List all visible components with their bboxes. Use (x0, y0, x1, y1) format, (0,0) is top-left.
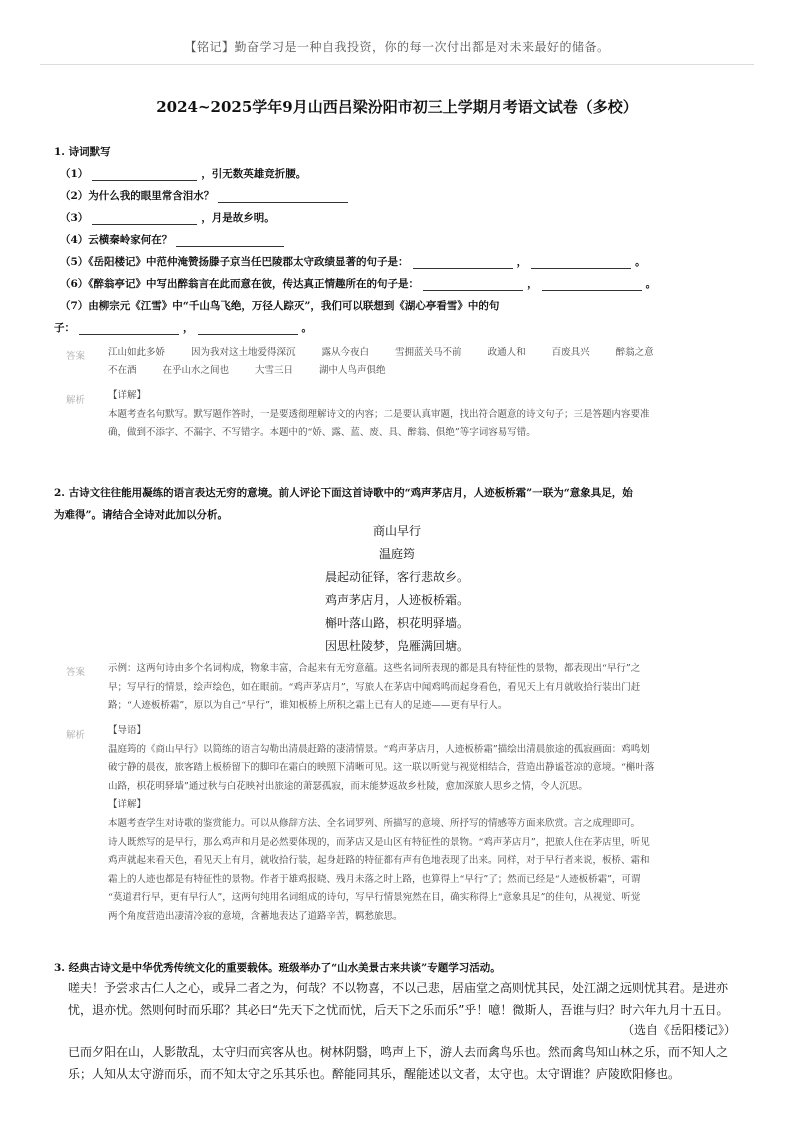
explain-line: 破宁静的晨夜，旅客踏上板桥留下的脚印在霜白的映照下清晰可见。这一联以听觉与视觉相结合，营造出静谧苍凉的意境。“槲叶落 (108, 762, 655, 774)
q1-item-3: （3） ，月是故乡明。 (60, 212, 275, 224)
answer-item: 湖中人鸟声俱绝 (319, 365, 386, 376)
explain-line: 鸡声就起来看天色，看见天上有月，就收拾行装，起身赶路的特征都有声有色地表现了出来。同样，对于早行者来说，板桥、霜和 (108, 855, 650, 867)
q3-passage-2 (54, 1041, 744, 1085)
answer-item: 不在酒 (108, 365, 137, 376)
q1-item-5: （5）《岳阳楼记》中范仲淹赞扬滕子京当任巴陵郡太守政绩显著的句子是： ， 。 (60, 256, 646, 268)
answer-item: 醉翁之意 (615, 347, 654, 358)
explain-line: 诗人既然写的是早行，那么鸡声和月是必然要体现的，而茅店又是山区有特征性的景物。“鸡声茅店月”，把旅人住在茅店里，听见 (108, 836, 650, 848)
fill-blank (423, 278, 523, 291)
q1-item-1: （1） ，引无数英雄竞折腰。 (60, 168, 307, 180)
q2-answer (108, 660, 742, 716)
q1-item-7-cont: 子： ， 。 (54, 322, 312, 334)
fill-blank (176, 234, 284, 247)
q1-item-6: （6）《醉翁亭记》中写出醉翁言在此而意在彼，传达真正情趣所在的句子是： ， 。 (60, 278, 657, 290)
passage-line: 乐；人知从太守游而乐，而不知太守之乐其乐也。醉能同其乐，醒能述以文者，太守也。太守谓谁？庐陵欧阳修也。 (68, 1067, 681, 1081)
poem-line: 鸡声茅店月，人迹板桥霜。 (324, 593, 469, 607)
explain-line: 本题考查名句默写。默写题作答时，一是要透彻理解诗文的内容；二是要认真审题，找出符合题意的诗文句子；三是答题内容要准 (108, 408, 650, 420)
poem-line: 因思杜陵梦，凫雁满回塘。 (324, 639, 469, 653)
answer-item: 百废具兴 (551, 347, 590, 358)
answer-line: 示例：这两句诗由多个名词构成，物象丰富，合起来有无穷意蕴。这些名词所表现的都是具有特征性的景物，都表现出“早行”之 (108, 663, 641, 674)
q1-answers (108, 344, 738, 380)
answer-line: 早；写早行的情景，绘声绘色，如在眼前。“鸡声茅店月”，写旅人在茅店中闻鸡鸣而起身看色，看见天上有月就收拾行装出门赶 (108, 681, 641, 693)
fill-blank (542, 278, 642, 291)
answer-item: 江山如此多娇 (108, 347, 166, 358)
explain-line: 两个角度营造出凄清冷寂的意境，含蓄地表达了道路辛苦，羁愁旅思。 (108, 910, 403, 922)
answer-item: 因为我对这土地爱得深沉 (191, 347, 296, 358)
poem-line: 温庭筠 (378, 547, 415, 561)
answer-item: 雪拥蓝关马不前 (395, 347, 462, 358)
poem-line: 槲叶落山路，枳花明驿墙。 (324, 616, 469, 630)
explain-line: 【详解】 (108, 390, 147, 401)
poem-line: 商山早行 (372, 524, 421, 538)
explain-line: 山路，枳花明驿墙”通过秋与白花映衬出旅途的萧瑟孤寂，而末能梦返故乡杜陵，愈加深旅人思乡之情，令人沉思。 (108, 780, 588, 792)
passage-line: 嗟夫！予尝求古仁人之心，或异二者之为，何哉？不以物喜，不以己悲，居庙堂之高则忧其民，处江湖之远则忧其君。是进亦 (68, 981, 729, 995)
fill-blank (413, 256, 513, 269)
q1-explanation (108, 387, 742, 443)
passage-line: 忧，退亦忧。然则何时而乐耶？其必曰“先天下之忧而忧，后天下之乐而乐”乎！噫！微斯人，吾谁与归？时六年九月十五日。 (68, 1003, 729, 1017)
explain-label: 解析 (66, 730, 86, 741)
explain-line: 【导语】 (108, 725, 147, 736)
q1-heading: 1. 诗词默写 (54, 146, 111, 158)
explain-line: 温庭筠的《商山早行》以简练的语言勾勒出清晨赶路的凄清情景。“鸡声茅店月，人迹板桥霜”描绘出清晨旅途的孤寂画面：鸡鸣划 (108, 743, 650, 755)
q1-item-2: （2）为什么我的眼里常含泪水？ (60, 188, 750, 203)
q1-item-7: （7）由柳宗元《江雪》中“千山鸟飞绝，万径人踪灭”，我们可以联想到《湖心亭看雪》中的句 (60, 300, 500, 312)
page-title: 2024~2025学年9月山西吕梁汾阳市初三上学期月考语文试卷（多校） (156, 98, 638, 116)
fill-blank (218, 190, 348, 203)
answers-row (108, 362, 738, 380)
explain-line: 确，做到不添字、不漏字、不写错字。本题中的“娇、露、蓝、废、具、醉翁、俱绝”等字词容易写错。 (108, 427, 536, 439)
fill-blank (92, 168, 197, 181)
fill-blank (531, 256, 631, 269)
q3-passage-1 (54, 977, 744, 1021)
passage-line: 已而夕阳在山，人影散乱，太守归而宾客从也。树林阴翳，鸣声上下，游人去而禽鸟乐也。然而禽鸟知山林之乐，而不知人之 (68, 1045, 729, 1059)
answer-item: 大雪三日 (255, 365, 294, 376)
motto-banner: 【铭记】勤奋学习是一种自我投资，你的每一次付出都是对未来最好的储备。 (184, 40, 610, 54)
fill-blank (92, 212, 197, 225)
answer-item: 在乎山水之间也 (162, 365, 230, 376)
q2-poem (0, 520, 794, 658)
answer-line: 路；“人迹板桥霜”，原以为自己“早行”，谁知板桥上所积之霜上已有人的足迹——更有早行人。 (108, 700, 508, 712)
q3-source: （选自《岳阳楼记》） (621, 1023, 736, 1037)
fill-blank (79, 322, 179, 335)
poem-line: 晨起动征铎，客行悲故乡。 (324, 570, 469, 584)
explain-label: 解析 (66, 395, 86, 406)
answer-label: 答案 (66, 667, 86, 678)
explain-line: “莫道君行早，更有早行人”，这两句纯用名词组成的诗句，写早行情景宛然在目，确实称得上“意象具足”的佳句，从视觉、听觉 (108, 892, 641, 904)
q2-explanation (108, 722, 742, 927)
answer-label: 答案 (66, 351, 86, 362)
answers-row (108, 344, 738, 362)
answer-item: 露从今夜白 (321, 347, 370, 358)
explain-line: 本题考查学生对诗歌的鉴赏能力。可以从修辞方法、全名词罗列、所描写的意境、所抒写的情感等方面来欣赏。言之成理即可。 (108, 817, 641, 829)
fill-blank (198, 322, 298, 335)
explain-line: 【详解】 (108, 799, 147, 811)
q1-item-4: （4）云横秦岭家何在？ (60, 232, 750, 247)
explain-line: 霜上的人迹也都是有特征性的景物。作者于雄鸡报晓、残月未落之时上路，也算得上“早行”了；然而已经是“人迹板桥霜”，可谓 (108, 873, 641, 885)
q2-heading: 2. 古诗文往往能用凝练的语言表达无穷的意境。前人评论下面这首诗歌中的“鸡声茅店月，人迹板桥霜”一联为“意象具足，始 为难得”。请结合全诗对此加以分析。 (54, 487, 633, 521)
q3-heading: 3. 经典古诗文是中华优秀传统文化的重要载体。班级举办了“山水美景古来共谈”专题学习活动。 (54, 962, 501, 974)
answer-item: 政通人和 (487, 347, 526, 358)
header-divider (40, 64, 754, 65)
